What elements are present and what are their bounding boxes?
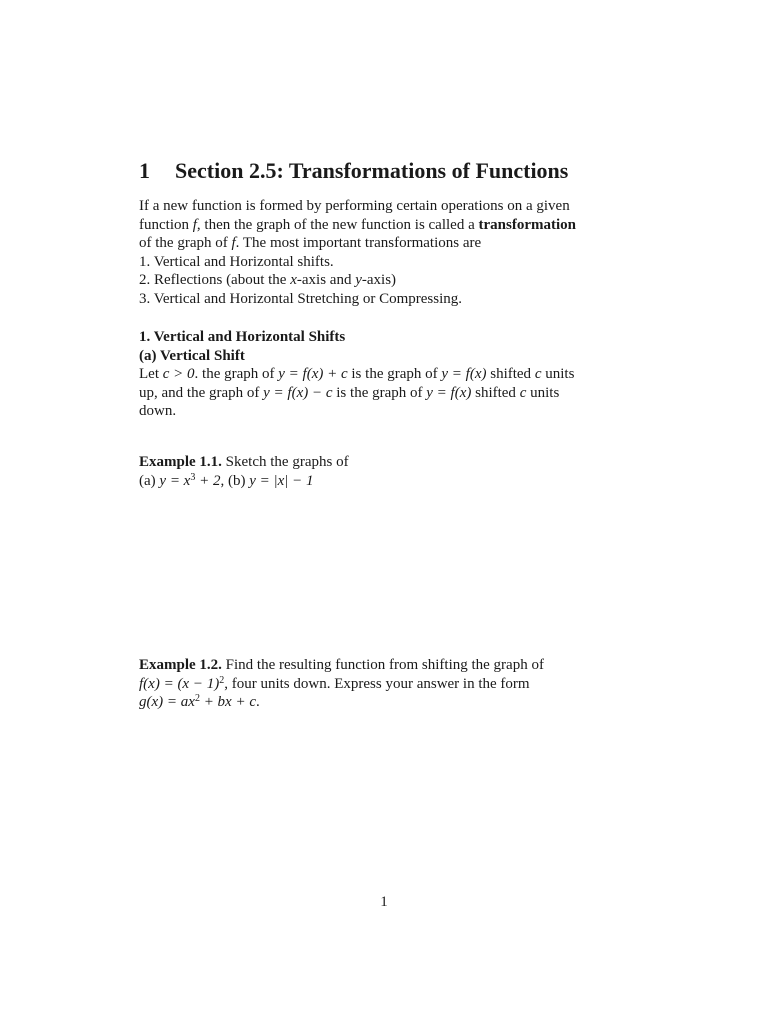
math-expr: y = f(x) + c (278, 366, 348, 383)
text-fragment: Let (139, 366, 163, 383)
text-fragment: , then the graph of the new function is called a (196, 216, 479, 233)
math-var: f (231, 235, 236, 252)
math-var: x (290, 272, 297, 289)
text-fragment: , (b) (220, 472, 250, 489)
math-exponent: 3 (190, 471, 196, 483)
text-fragment: Sketch the graphs of (221, 454, 349, 470)
text-fragment: is the graph of (332, 384, 427, 401)
intro-line-2 (139, 216, 639, 235)
text-fragment: shifted (471, 384, 520, 401)
text-fragment: -axis and (296, 272, 356, 289)
text-fragment: function (139, 216, 193, 233)
list-item-1: 1. Vertical and Horizontal shifts. (139, 253, 334, 270)
math-expr: f(x) = (x − 1) (139, 675, 220, 692)
section-title: Section 2.5: Transformations of Functions (175, 158, 569, 183)
bold-term: transformation (478, 216, 576, 233)
math-expr: y = f(x) (441, 366, 487, 383)
section-heading (139, 156, 568, 186)
text-fragment: , four units down. Express your answer in the form (224, 675, 530, 692)
section-number: 1 (139, 158, 150, 183)
shift-line-1 (139, 365, 639, 384)
text-fragment: units (526, 384, 560, 401)
example-1-2-line-1 (139, 656, 639, 675)
text-fragment: 2. Reflections (about the (139, 272, 291, 289)
text-fragment: is the graph of (347, 366, 442, 383)
intro-line-1: If a new function is formed by performing certain operations on a given (139, 198, 570, 214)
shift-line-3: down. (139, 403, 177, 420)
example-1-2 (139, 656, 639, 712)
text-fragment: of the graph of (139, 235, 232, 252)
math-expr: g(x) = ax (139, 694, 195, 711)
math-expr: y = f(x) − c (263, 384, 333, 401)
subsubsection-heading: (a) Vertical Shift (139, 347, 245, 364)
text-fragment: Find the resulting function from shifting the graph of (221, 657, 544, 673)
list-item-2 (139, 271, 639, 290)
math-expr: y = |x| − 1 (249, 472, 314, 489)
example-1-1 (139, 453, 639, 490)
intro-line-3 (139, 234, 639, 253)
math-var: f (192, 216, 197, 233)
math-exponent: 2 (219, 674, 225, 686)
text-fragment: shifted (486, 366, 535, 383)
text-fragment: . (256, 694, 260, 711)
math-exponent: 2 (194, 693, 200, 705)
example-label: Example 1.2. (139, 657, 222, 673)
math-var: c (534, 366, 542, 383)
text-fragment: . The most important transformations are (235, 235, 482, 252)
intro-paragraph (139, 197, 639, 309)
example-1-1-line-2 (139, 472, 639, 491)
math-expr: + bx + c (199, 694, 256, 711)
text-fragment: . the graph of (194, 366, 279, 383)
math-var: y (355, 272, 362, 289)
math-expr: + 2 (195, 472, 221, 489)
shifts-section (139, 328, 639, 421)
example-1-1-line-1 (139, 453, 639, 472)
text-fragment: -axis) (361, 272, 397, 289)
example-1-2-line-3 (139, 693, 639, 712)
text-fragment: (a) (139, 472, 160, 489)
example-1-2-line-2 (139, 675, 639, 694)
math-expr: y = x (159, 472, 191, 489)
text-fragment: units (541, 366, 575, 383)
subsection-heading: 1. Vertical and Horizontal Shifts (139, 329, 346, 345)
page-number: 1 (380, 894, 388, 910)
math-expr: y = f(x) (426, 384, 472, 401)
math-expr: c > 0 (162, 366, 195, 383)
list-item-3: 3. Vertical and Horizontal Stretching or Compressing. (139, 290, 462, 307)
shift-line-2 (139, 384, 639, 403)
text-fragment: up, and the graph of (139, 384, 264, 401)
math-var: c (519, 384, 527, 401)
example-label: Example 1.1. (139, 454, 222, 470)
